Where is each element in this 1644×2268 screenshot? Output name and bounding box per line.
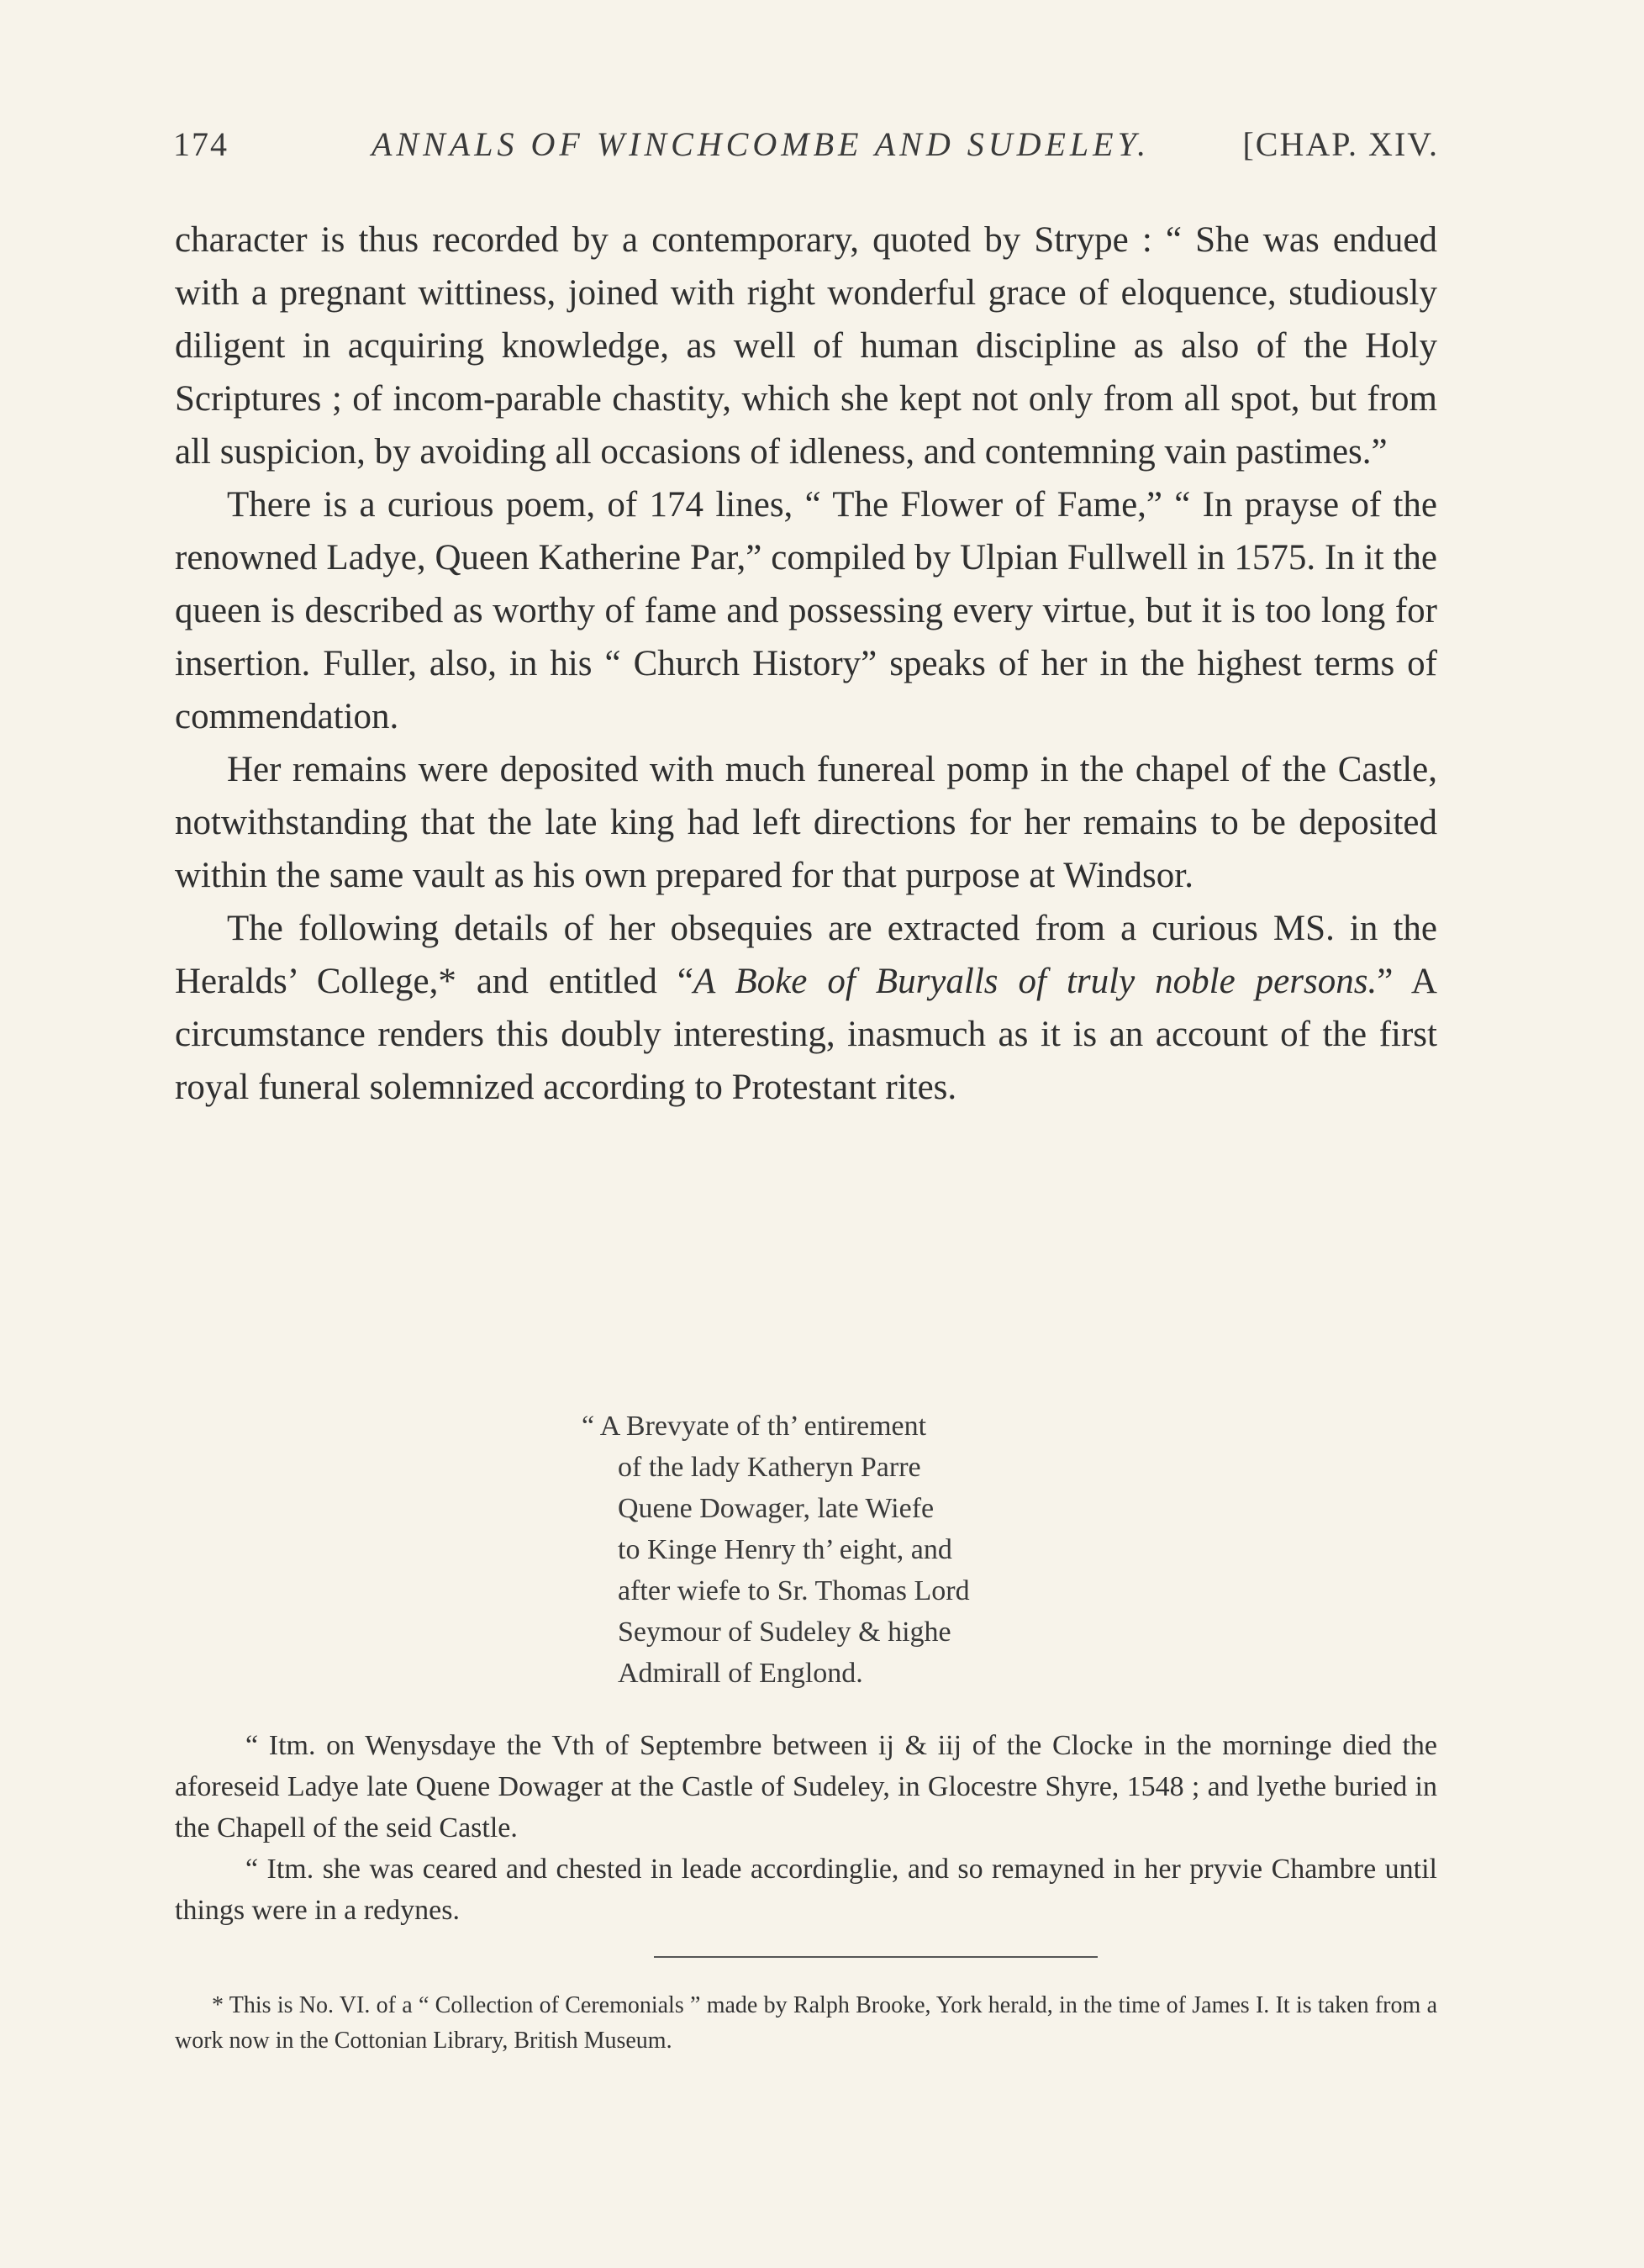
quote-paragraph: “ Itm. on Wenysdaye the Vth of Septembre between ij & iij of the Clocke in the morninge died the aforeseid Ladye late Quene Dowager at the Castle of Sudeley, in Glocestre Shyre, 1548 ; and lyethe buried in the Chapell of the seid Castle. (175, 1730, 1437, 1843)
running-header (173, 124, 1439, 175)
chapter-label: [CHAP. XIV. (1242, 125, 1439, 163)
quote-paragraph: “ Itm. she was ceared and chested in leade accordinglie, and so remayned in her pryvie Chambre until things were in a redynes. (175, 1854, 1437, 1926)
footnote (175, 1988, 1437, 2059)
verse-line: after wiefe to Sr. Thomas Lord (618, 1575, 970, 1606)
paragraph-text: ” A circumstance renders this doubly interesting, inasmuch as it is an account of the first royal funeral solemnized according to Protestant rites. (175, 962, 1437, 1107)
paragraph-text: The following details of her obsequies are extracted from a curious MS. in the Heralds’ College,* and entitled “ (175, 909, 1437, 1001)
verse-line: Quene Dowager, late Wiefe (618, 1493, 935, 1524)
paragraph: Her remains were deposited with much funereal pomp in the chapel of the Castle, notwithstanding that the late king had left directions for her remains to be deposited within the same vault as his own prepared for that purpose at Windsor. (175, 750, 1437, 895)
verse-line: Admirall of Englond. (618, 1658, 863, 1689)
page-number: 174 (173, 125, 229, 163)
book-title-italic: A Boke of Buryalls of truly noble persons. (693, 962, 1378, 1001)
verse-line: of the lady Katheryn Parre (618, 1452, 921, 1483)
quoted-record (175, 1725, 1437, 1931)
body-text (175, 214, 1437, 1114)
verse-line: Seymour of Sudeley & highe (618, 1617, 951, 1648)
running-title: ANNALS OF WINCHCOMBE AND SUDELEY. (371, 125, 1151, 163)
footnote-text: * This is No. VI. of a “ Collection of Ceremonials ” made by Ralph Brooke, York herald, in the time of James I. It is taken from a work now in the Cottonian Library, British Museum. (175, 1992, 1437, 2054)
brevyate-heading (582, 1406, 970, 1694)
paragraph: character is thus recorded by a contemporary, quoted by Strype : “ She was endued with a pregnant wittiness, joined with right wonderful grace of eloquence, studiously diligent in acquiring knowledge, as well of human discipline as also of the Holy Scriptures ; of incom-parable chastity, which she kept not only from all spot, but from all suspicion, by avoiding all occasions of idleness, and contemning vain pastimes.” (175, 220, 1437, 472)
footnote-divider (654, 1956, 1098, 1958)
verse-line: to Kinge Henry th’ eight, and (618, 1534, 952, 1565)
paragraph: There is a curious poem, of 174 lines, “ The Flower of Fame,” “ In prayse of the renowned Ladye, Queen Katherine Par,” compiled by Ulpian Fullwell in 1575. In it the queen is described as worthy of fame and possessing every virtue, but it is too long for insertion. Fuller, also, in his “ Church History” speaks of her in the highest terms of commendation. (175, 485, 1437, 736)
verse-line: “ A Brevyate of th’ entirement (582, 1411, 927, 1442)
paragraph-obsequies (175, 902, 1437, 1114)
